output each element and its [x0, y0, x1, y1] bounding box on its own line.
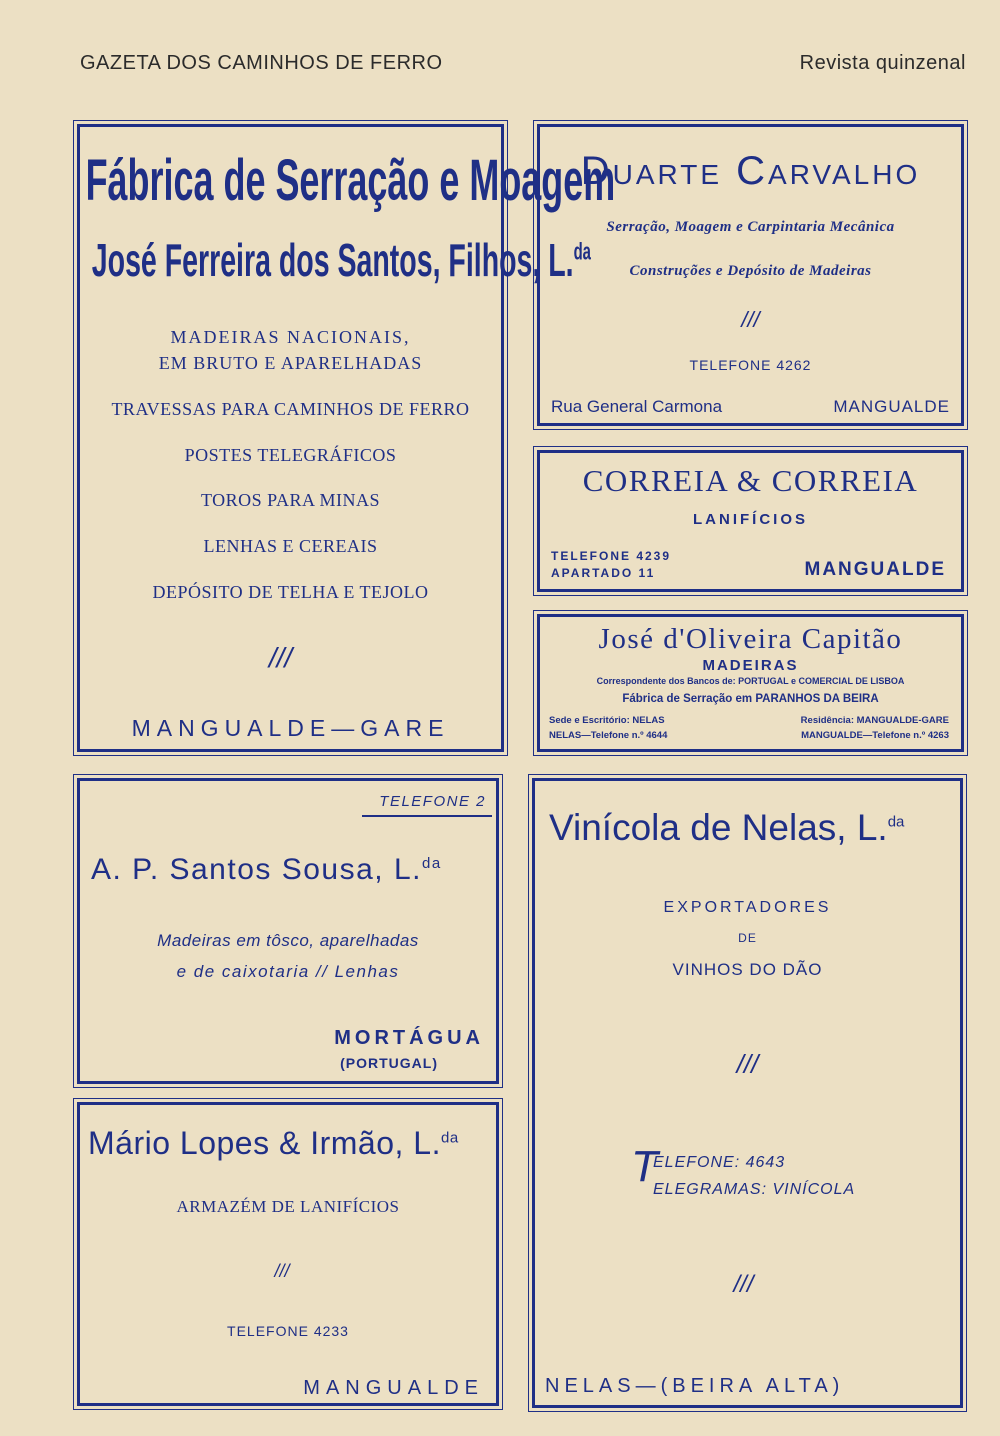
- running-header-subtitle: Revista quinzenal: [799, 52, 966, 74]
- ad5-line1: Madeiras em tôsco, aparelhadas: [157, 931, 419, 950]
- ad-vinicola-nelas: [532, 778, 963, 1408]
- ad6-initial: T: [631, 1142, 658, 1191]
- ad1-place: MANGUALDE—GARE: [131, 715, 450, 741]
- ad6-telegrams: ELEGRAMAS: VINÍCOLA: [653, 1181, 856, 1198]
- ad2-line1: Serração, Moagem e Carpintaria Mecânica: [606, 219, 895, 235]
- ad2-phone: TELEFONE 4262: [689, 357, 812, 373]
- ad4-line1: Correspondente dos Bancos de: PORTUGAL e COMERCIAL DE LISBOA: [596, 676, 905, 686]
- ad5-phone: TELEFONE 2: [379, 793, 486, 810]
- ad7-place: MANGUALDE: [303, 1377, 484, 1399]
- ad1-company: José Ferreira dos Santos, Filhos, L.$^{da}$: [91, 234, 591, 286]
- ad3-phone: TELEFONE 4239: [551, 549, 672, 563]
- ad6-phone: ELEFONE: 4643: [653, 1154, 786, 1171]
- ad5-country: (PORTUGAL): [340, 1055, 438, 1071]
- ad2-place: MANGUALDE: [833, 397, 950, 416]
- ad1-line7: DEPÓSITO DE TELHA E TEJOLO: [152, 582, 429, 602]
- ad3-po-box: APARTADO 11: [551, 566, 656, 580]
- ad-duarte-carvalho: [537, 124, 964, 426]
- ad6-line3: VINHOS DO DÃO: [672, 960, 823, 979]
- ad7-phone: TELEFONE 4233: [227, 1323, 349, 1339]
- ad1-title: Fábrica de Serração e Moagem: [85, 148, 616, 213]
- ad5-line2: e de caixotaria // Lenhas: [176, 962, 400, 981]
- ad4-right1: Residência: MANGUALDE-GARE: [800, 715, 949, 726]
- ad6-ornament2: ///: [733, 1271, 754, 1298]
- ad5-place: MORTÁGUA: [334, 1027, 484, 1049]
- ad-santos-sousa: [77, 778, 499, 1084]
- ad2-title: Duarte Carvalho: [580, 149, 921, 193]
- ad1-line5: TOROS PARA MINAS: [200, 490, 381, 510]
- ad2-address: Rua General Carmona: [551, 397, 723, 416]
- ad3-place: MANGUALDE: [804, 559, 946, 580]
- ad-correia-correia: [537, 450, 964, 592]
- ad6-company: Vinícola de Nelas, L.$^{da}$: [549, 807, 905, 848]
- ad6-place: NELAS—(BEIRA ALTA): [545, 1375, 845, 1397]
- ad5-company: A. P. Santos Sousa, L.$^{da}$: [91, 853, 442, 886]
- ad6-line2: DE: [738, 931, 757, 945]
- ad4-subtitle: MADEIRAS: [702, 657, 799, 674]
- ad7-company: Mário Lopes & Irmão, L.$^{da}$: [88, 1125, 459, 1161]
- ad4-line2: Fábrica de Serração em PARANHOS DA BEIRA: [622, 693, 879, 705]
- running-header-title: GAZETA DOS CAMINHOS DE FERRO: [80, 52, 443, 74]
- ad3-subtitle: LANIFÍCIOS: [693, 511, 808, 528]
- ad2-line2: Construções e Depósito de Madeiras: [629, 263, 872, 279]
- ad1-line6: LENHAS E CEREAIS: [203, 536, 378, 556]
- ad4-right2: MANGUALDE—Telefone n.º 4263: [801, 730, 949, 741]
- ad1-line2: EM BRUTO E APARELHADAS: [158, 353, 423, 373]
- ad-oliveira-capitao: [537, 614, 964, 752]
- ad7-line1: ARMAZÉM DE LANIFÍCIOS: [176, 1197, 400, 1216]
- ad7-ornament: ///: [274, 1261, 290, 1281]
- ad4-left2: NELAS—Telefone n.º 4644: [549, 730, 668, 741]
- ad2-ornament: ///: [741, 307, 760, 332]
- ad1-line3: TRAVESSAS PARA CAMINHOS DE FERRO: [111, 399, 470, 419]
- ad5-phone-underline: [362, 815, 492, 817]
- ad1-line4: POSTES TELEGRÁFICOS: [184, 445, 397, 465]
- ad-mario-lopes: [77, 1102, 499, 1406]
- ad3-title: CORREIA & CORREIA: [582, 463, 919, 498]
- ad4-title: José d'Oliveira Capitão: [598, 623, 903, 655]
- ad4-left1: Sede e Escritório: NELAS: [549, 715, 665, 726]
- ad6-line1: EXPORTADORES: [663, 899, 832, 916]
- ad6-ornament1: ///: [736, 1049, 759, 1079]
- ad1-ornament: ///: [268, 642, 293, 673]
- ad1-line1: MADEIRAS NACIONAIS,: [170, 327, 411, 347]
